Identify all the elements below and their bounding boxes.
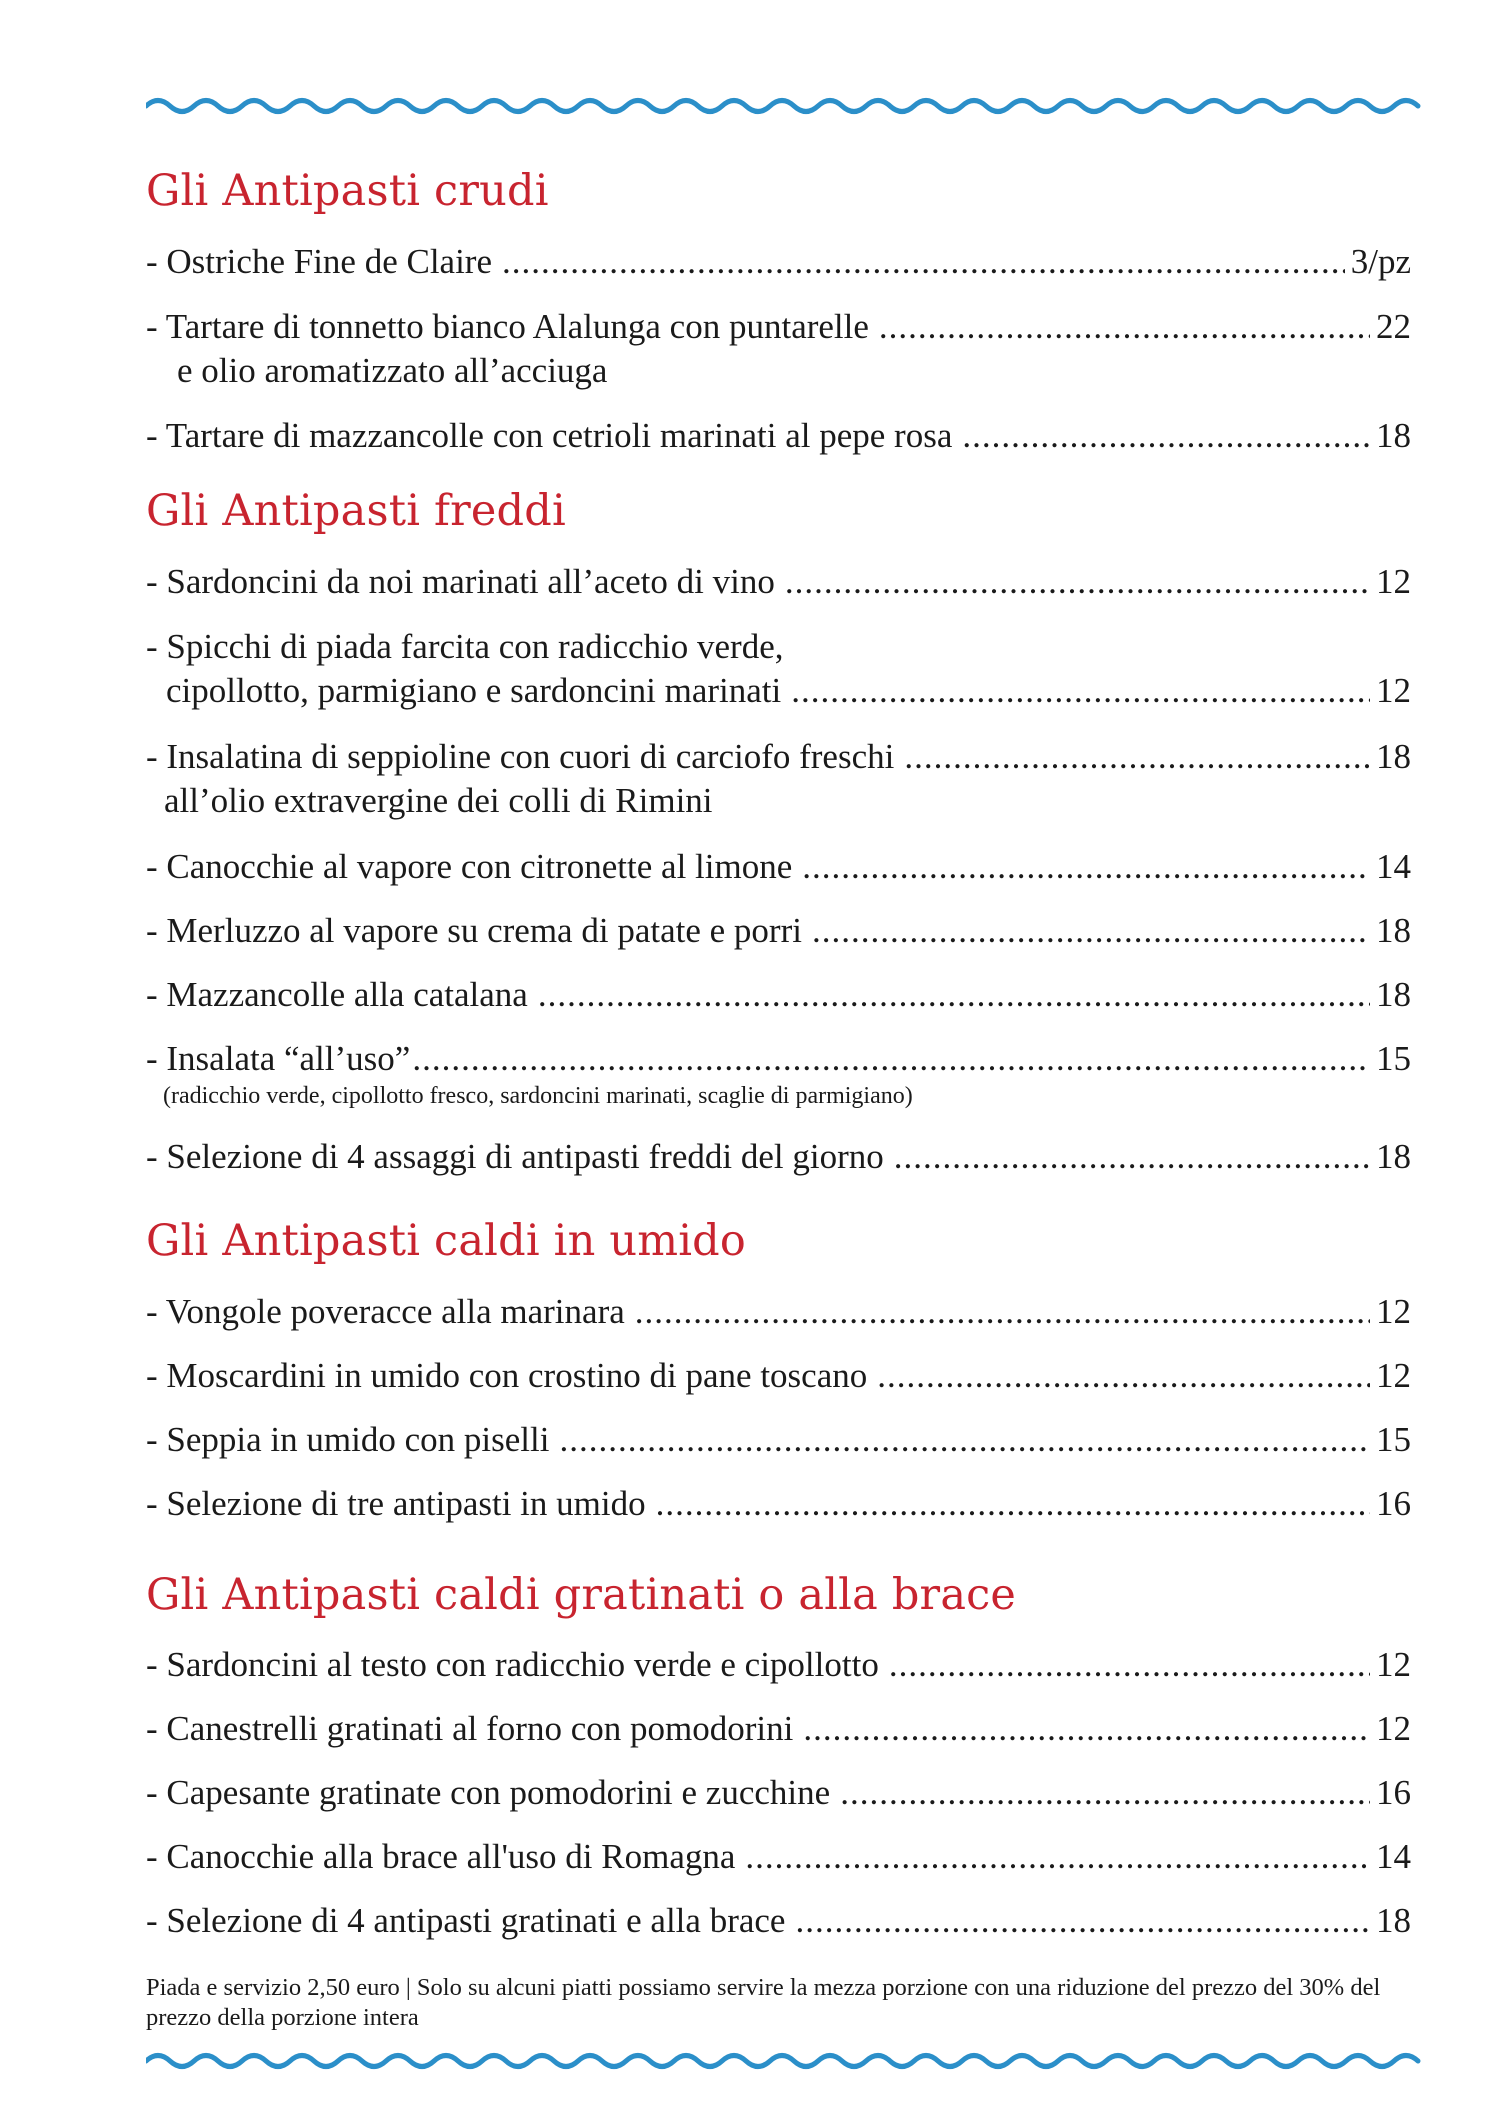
- dot-leader: [894, 1135, 1370, 1179]
- item-name: - Moscardini in umido con crostino di pane toscano: [146, 1356, 868, 1395]
- dot-leader: [889, 1643, 1370, 1687]
- menu-item: [146, 909, 1411, 953]
- item-price: 18: [1376, 416, 1411, 455]
- dot-leader: [538, 973, 1370, 1017]
- item-description: all’olio extravergine dei colli di Rimini: [164, 781, 713, 820]
- item-note: (radicchio verde, cipollotto fresco, sardoncini marinati, scaglie di parmigiano): [163, 1083, 913, 1109]
- dot-leader: [879, 305, 1370, 349]
- dot-leader: [559, 1418, 1370, 1462]
- menu-item: [146, 1354, 1411, 1398]
- section-title-caldi-umido: Gli Antipasti caldi in umido: [146, 1216, 746, 1266]
- dot-leader: [840, 1771, 1370, 1815]
- item-name: - Vongole poveracce alla marinara: [146, 1292, 625, 1331]
- wave-line: [146, 2056, 1418, 2067]
- item-price: 18: [1376, 911, 1411, 950]
- menu-item: [146, 560, 1411, 604]
- item-name: - Sardoncini da noi marinati all’aceto di vino: [146, 562, 775, 601]
- item-name: - Mazzancolle alla catalana: [146, 975, 528, 1014]
- menu-item: [146, 1482, 1411, 1526]
- top-wave-divider: [146, 95, 1422, 117]
- footer-note: Piada e servizio 2,50 euro | Solo su alcuni piatti possiamo servire la mezza porzione con una riduzione del prezzo del 30% del prezzo della porzione intera: [146, 1974, 1381, 2031]
- dot-leader: [785, 560, 1370, 604]
- item-name: - Canocchie al vapore con citronette al limone: [146, 847, 793, 886]
- menu-item: [146, 1771, 1411, 1815]
- item-name: - Selezione di 4 antipasti gratinati e alla brace: [146, 1901, 786, 1940]
- item-price: 12: [1376, 1356, 1411, 1395]
- item-name: - Selezione di 4 assaggi di antipasti freddi del giorno: [146, 1137, 884, 1176]
- item-price: 12: [1376, 1645, 1411, 1684]
- menu-item: [146, 625, 1411, 713]
- item-name: - Sardoncini al testo con radicchio verde e cipollotto: [146, 1645, 879, 1684]
- menu-item: [146, 414, 1411, 458]
- item-price: 14: [1376, 847, 1411, 886]
- menu-item: [146, 1418, 1411, 1462]
- menu-item: [146, 845, 1411, 889]
- item-name: - Spicchi di piada farcita con radicchio verde,: [146, 627, 784, 666]
- item-price: 18: [1376, 975, 1411, 1014]
- dot-leader: [803, 1707, 1370, 1751]
- item-name: - Canestrelli gratinati al forno con pomodorini: [146, 1709, 794, 1748]
- dot-leader: [795, 1899, 1370, 1943]
- dot-leader: [502, 240, 1345, 284]
- menu-item: [146, 973, 1411, 1017]
- dot-leader: [635, 1290, 1370, 1334]
- dot-leader: [791, 669, 1370, 713]
- menu-item: [146, 735, 1411, 823]
- dot-leader: [962, 414, 1370, 458]
- item-name: - Insalatina di seppioline con cuori di carciofo freschi: [146, 737, 895, 776]
- section-title-gratinati-brace: Gli Antipasti caldi gratinati o alla brace: [146, 1570, 1017, 1620]
- item-price: 12: [1376, 671, 1411, 710]
- item-price: 15: [1376, 1039, 1411, 1078]
- dot-leader: [904, 735, 1370, 779]
- item-price: 16: [1376, 1773, 1411, 1812]
- dot-leader: [812, 909, 1370, 953]
- item-name: - Ostriche Fine de Claire: [146, 242, 493, 281]
- dot-leader: [656, 1482, 1370, 1526]
- item-price: 12: [1376, 562, 1411, 601]
- item-name: - Canocchie alla brace all'uso di Romagna: [146, 1837, 736, 1876]
- menu-item: [146, 1835, 1411, 1879]
- menu-item: [146, 305, 1411, 393]
- item-name: - Insalata “all’uso”: [146, 1039, 411, 1078]
- bottom-wave-divider: [146, 2050, 1422, 2072]
- item-name: - Tartare di mazzancolle con cetrioli marinati al pepe rosa: [146, 416, 953, 455]
- wave-line: [146, 101, 1418, 112]
- item-description: cipollotto, parmigiano e sardoncini marinati: [166, 671, 782, 710]
- dot-leader: [802, 845, 1370, 889]
- item-price: 14: [1376, 1837, 1411, 1876]
- item-price: 12: [1376, 1709, 1411, 1748]
- item-price: 16: [1376, 1484, 1411, 1523]
- item-name: - Seppia in umido con piselli: [146, 1420, 550, 1459]
- item-name: - Tartare di tonnetto bianco Alalunga con puntarelle: [146, 307, 869, 346]
- item-name: - Capesante gratinate con pomodorini e zucchine: [146, 1773, 831, 1812]
- dot-leader: [412, 1037, 1370, 1081]
- section-title-freddi: Gli Antipasti freddi: [146, 486, 566, 536]
- item-price: 22: [1376, 307, 1411, 346]
- item-price: 15: [1376, 1420, 1411, 1459]
- menu-item: [146, 1135, 1411, 1179]
- menu-item: [146, 1643, 1411, 1687]
- item-price: 3/pz: [1350, 242, 1411, 281]
- menu-item: [146, 1037, 1411, 1111]
- item-price: 18: [1376, 1901, 1411, 1940]
- dot-leader: [877, 1354, 1370, 1398]
- section-title-crudi: Gli Antipasti crudi: [146, 166, 549, 216]
- menu-item: [146, 1290, 1411, 1334]
- item-price: 12: [1376, 1292, 1411, 1331]
- menu-item: [146, 1707, 1411, 1751]
- item-name: - Selezione di tre antipasti in umido: [146, 1484, 646, 1523]
- dot-leader: [745, 1835, 1370, 1879]
- menu-item: [146, 1899, 1411, 1943]
- item-name: - Merluzzo al vapore su crema di patate e porri: [146, 911, 802, 950]
- item-description: e olio aromatizzato all’acciuga: [177, 351, 608, 390]
- item-price: 18: [1376, 1137, 1411, 1176]
- menu-item: [146, 240, 1411, 284]
- item-price: 18: [1376, 737, 1411, 776]
